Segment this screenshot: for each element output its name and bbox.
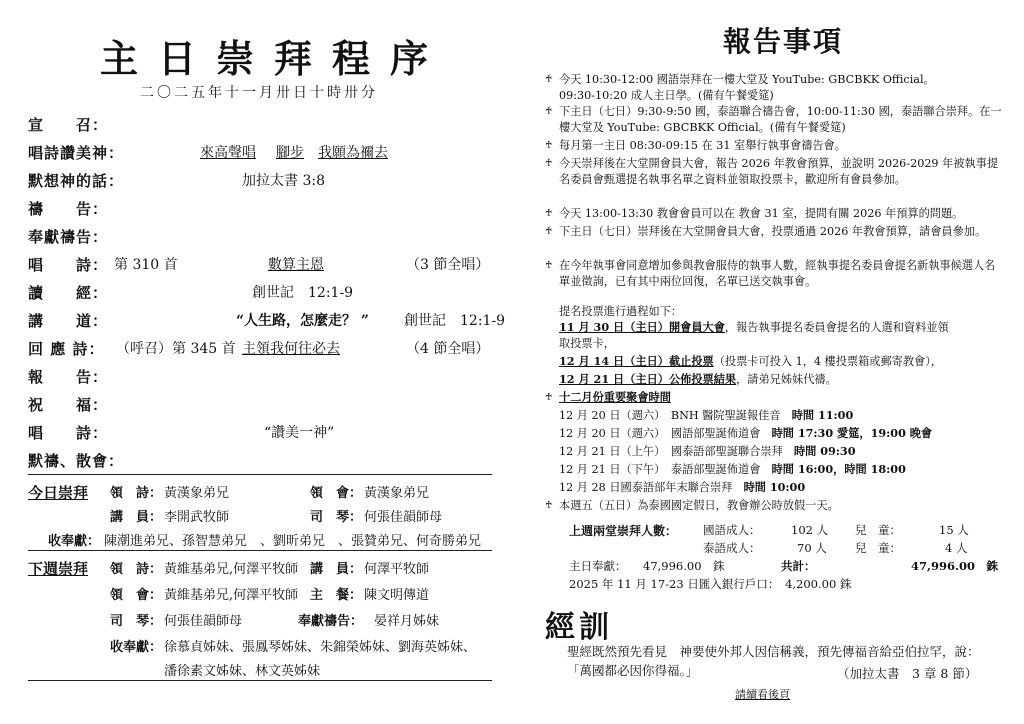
announcements-title: 報告事項	[723, 25, 844, 58]
announcement-2: ♰ 下主日（七日）9:30-9:50 國，泰語聯合禱告會，10:00-11:30 國，泰語聯合崇拜。在一樓大堂及 YouTube: GBCBKK Official。(備有午餐愛筵)	[545, 105, 1002, 134]
dec-event-2: 12 月 20 日（週六） 國語部聖誕佈道會 時間 17:30 愛筵，19:00 晚會	[559, 426, 933, 440]
divider	[28, 550, 492, 551]
bullet-icon: ♰	[545, 106, 553, 117]
bullet-icon: ♰	[545, 208, 553, 219]
process-step-3: 12 月 21 日（主日）公佈投票結果，請弟兄姊妹代禱。	[559, 372, 837, 386]
next-heading: 下週崇拜	[28, 560, 89, 578]
process-label: 提名投票進行過程如下：	[559, 305, 683, 318]
continue-note: 請續看後頁	[735, 688, 790, 701]
dec-event-1: 12 月 20 日（週六） BNH 醫院聖誕報佳音 時間 11:00	[559, 408, 854, 422]
announcement-7: ♰ 在今年執事會同意增加參與教會服侍的執事人數，經執事提名委員會提名新執事候選人名單並徵詢，已有其中兩位回復，名單已送交執事會。	[545, 259, 996, 288]
worship-order-page: 主日崇拜程序 二〇二五年十一月卅日十時卅分 宣 召： 唱詩讚美神： 來高聲唱 腳步 我願為禰去 默想神的話： 加拉太書 3:8 禱 告： 奉獻禱告： 唱 詩： 第 310 首 數算主恩 （3 節全唱） 讀 經： 創世記 12:1-9 講 道： “人生路，怎麼走？ ” 創世記 12:1-9 回 應 詩： （呼召）第 345 首 主領我何往必去 （4 節全唱） 報 告： 祝 福： 唱 詩： “讚美一神” 默禱、散會： 今日崇拜 領 詩： 黃漢象弟兄 領 會： 黃漢象弟兄 講 員： 李開武牧師 司 琴： 何張佳韻師母 收奉獻： 陳潮進弟兄、孫智慧弟兄 、劉昕弟兄 、張贊弟兄、何奇勝弟兄 下週崇拜 領 詩： 黃維基弟兄,何澤平牧師 講 員： 何澤平牧師 領 會： 黃維基弟兄,何澤平牧師 主 餐： 陳文明傳道 司 琴： 何張佳韻師母 奉獻禱告： 晏祥月姊妹 收奉獻： 徐慕貞姊妹、張鳳琴姊妹、朱錦榮姊妹、劉海英姊妹、 潘徐素文姊妹、林文英姊妹	[22, 18, 492, 708]
bullet-icon: ♰	[545, 74, 553, 85]
announcements-page: 報告事項 ♰ 今天 10:30-12:00 國語崇拜在一樓大堂及 YouTube: GBCBKK Official。 09:30-10:20 成人主日學。(備有午餐愛筵) ♰ 下主日（七日）9:30-9:50 國，泰語聯合禱告會，10:00-11:30 國，泰語聯合崇拜。在一樓大堂及 YouTube: GBCBKK Official。(備有午餐愛筵) ♰ 每月第一主日 08:30-09:15 在 31 室舉行執事會禱告會。 ♰ 今天崇拜後在大堂開會員大會，報告 2026 年教會預算，並說明 2026-2029 年被執事提名委員會甄選提名執事名單之資料並領取投票卡，歡迎所有會員參加。 ♰ 今天 13:00-13:30 教會會員可以在 教會 31 室，提問有關 2026 年預算的問題。 ♰ 下主日（七日）崇拜後在大堂開會員大會，投票通過 2026 年教會預算，請會員參加。 ♰ 在今年執事會同意增加參與教會服侍的執事人數，經執事提名委員會提名新執事候選人名單並徵詢，已有其中兩位回復，名單已送交執事會。 提名投票進行過程如下： 11 月 30 日（主日）開會員大會，報告執事提名委員會提名的人選和資料並領 取投票卡， 12 月 14 日（主日）截止投票（投票卡可投入 1，4 樓投票箱或郵寄教會）， 12 月 21 日（主日）公佈投票結果，請弟兄姊妹代禱。 ♰ 十二月份重要聚會時間 12 月 20 日（週六） BNH 醫院聖誕報佳音 時間 11:00 12 月 20 日（週六） 國語部聖誕佈道會 時間 17:30 愛筵，19:00 晚會 12 月 21 日（上午） 國泰語部聖誕聯合崇拜 時間 09:30 12 月 21 日（下午） 泰語部聖誕佈道會 時間 16:00，時間 18:00 12 月 28 日國泰語部年末聯合崇拜 時間 10:00 ♰ 本週五（五日）為泰國國定假日，教會辦公時放假一天。 上週兩堂崇拜人數： 國語成人： 102 人 兒 童： 15 人 泰語成人： 70 人 兒 童： 4 人 主日奉獻： 47,996.00 銖 共計： 47,996.00 銖 2025 年 11 月 17-23 日匯入銀行戶口： 4,200.00 銖 經訓 聖經既然預先看見 神要使外邦人因信稱義，預先傳福音給亞伯拉罕，說：「萬國都必因你得福。」 （加拉太書 3 章 8 節） 請續看後頁	[545, 14, 1010, 714]
divider	[28, 680, 492, 681]
divider	[28, 474, 492, 475]
announcement-5: ♰ 今天 13:00-13:30 教會會員可以在 教會 31 室，提問有關 2026 年預算的問題。	[545, 207, 964, 220]
today-heading: 今日崇拜	[28, 484, 89, 502]
dec-event-5: 12 月 28 日國泰語部年末聯合崇拜 時間 10:00	[559, 480, 806, 494]
bank-deposit: 2025 年 11 月 17-23 日匯入銀行戶口： 4,200.00 銖	[569, 577, 852, 591]
bullet-icon: ♰	[545, 392, 553, 403]
process-step-2: 12 月 14 日（主日）截止投票（投票卡可投入 1，4 樓投票箱或郵寄教會），	[559, 354, 943, 368]
dec-event-3: 12 月 21 日（上午） 國泰語部聖誕聯合崇拜 時間 09:30	[559, 444, 856, 458]
bullet-icon: ♰	[545, 260, 553, 271]
holiday-notice: ♰ 本週五（五日）為泰國國定假日，教會辦公時放假一天。	[545, 499, 839, 512]
announcement-6: ♰ 下主日（七日）崇拜後在大堂開會員大會，投票通過 2026 年教會預算，請會員參加。	[545, 225, 987, 238]
hymn-3: 我願為禰去	[318, 145, 388, 161]
dec-event-4: 12 月 21 日（下午） 泰語部聖誕佈道會 時間 16:00，時間 18:00	[559, 462, 906, 476]
process-step-1: 11 月 30 日（主日）開會員大會，報告執事提名委員會提名的人選和資料並領	[559, 320, 949, 334]
announcement-1-sub: 09:30-10:20 成人主日學。(備有午餐愛筵)	[559, 89, 774, 102]
bullet-icon: ♰	[545, 500, 553, 511]
verse-title: 經訓	[545, 610, 613, 645]
announcement-4: ♰ 今天崇拜後在大堂開會員大會，報告 2026 年教會預算，並說明 2026-2029 年被執事提名委員會甄選提名執事名單之資料並領取投票卡，歡迎所有會員參加。	[545, 157, 999, 186]
hymn-1: 來高聲唱	[200, 145, 256, 161]
stats-heading: 上週兩堂崇拜人數：	[569, 524, 678, 538]
process-step-1-cont: 取投票卡，	[559, 337, 615, 350]
announcement-3: ♰ 每月第一主日 08:30-09:15 在 31 室舉行執事會禱告會。	[545, 139, 846, 152]
bullet-icon: ♰	[545, 158, 553, 169]
service-date: 二〇二五年十一月卅日十時卅分	[140, 85, 378, 101]
announcement-1: ♰ 今天 10:30-12:00 國語崇拜在一樓大堂及 YouTube: GBCBKK Official。	[545, 73, 935, 86]
verse-reference: （加拉太書 3 章 8 節）	[837, 666, 978, 681]
page-title: 主日崇拜程序	[100, 36, 449, 81]
december-heading: ♰ 十二月份重要聚會時間	[545, 390, 671, 404]
bullet-icon: ♰	[545, 226, 553, 237]
hymn-2: 腳步	[276, 145, 304, 161]
verse-text: 聖經既然預先看見 神要使外邦人因信稱義，預先傳福音給亞伯拉罕，說：「萬國都必因你得福。」	[567, 644, 980, 678]
bullet-icon: ♰	[545, 140, 553, 151]
